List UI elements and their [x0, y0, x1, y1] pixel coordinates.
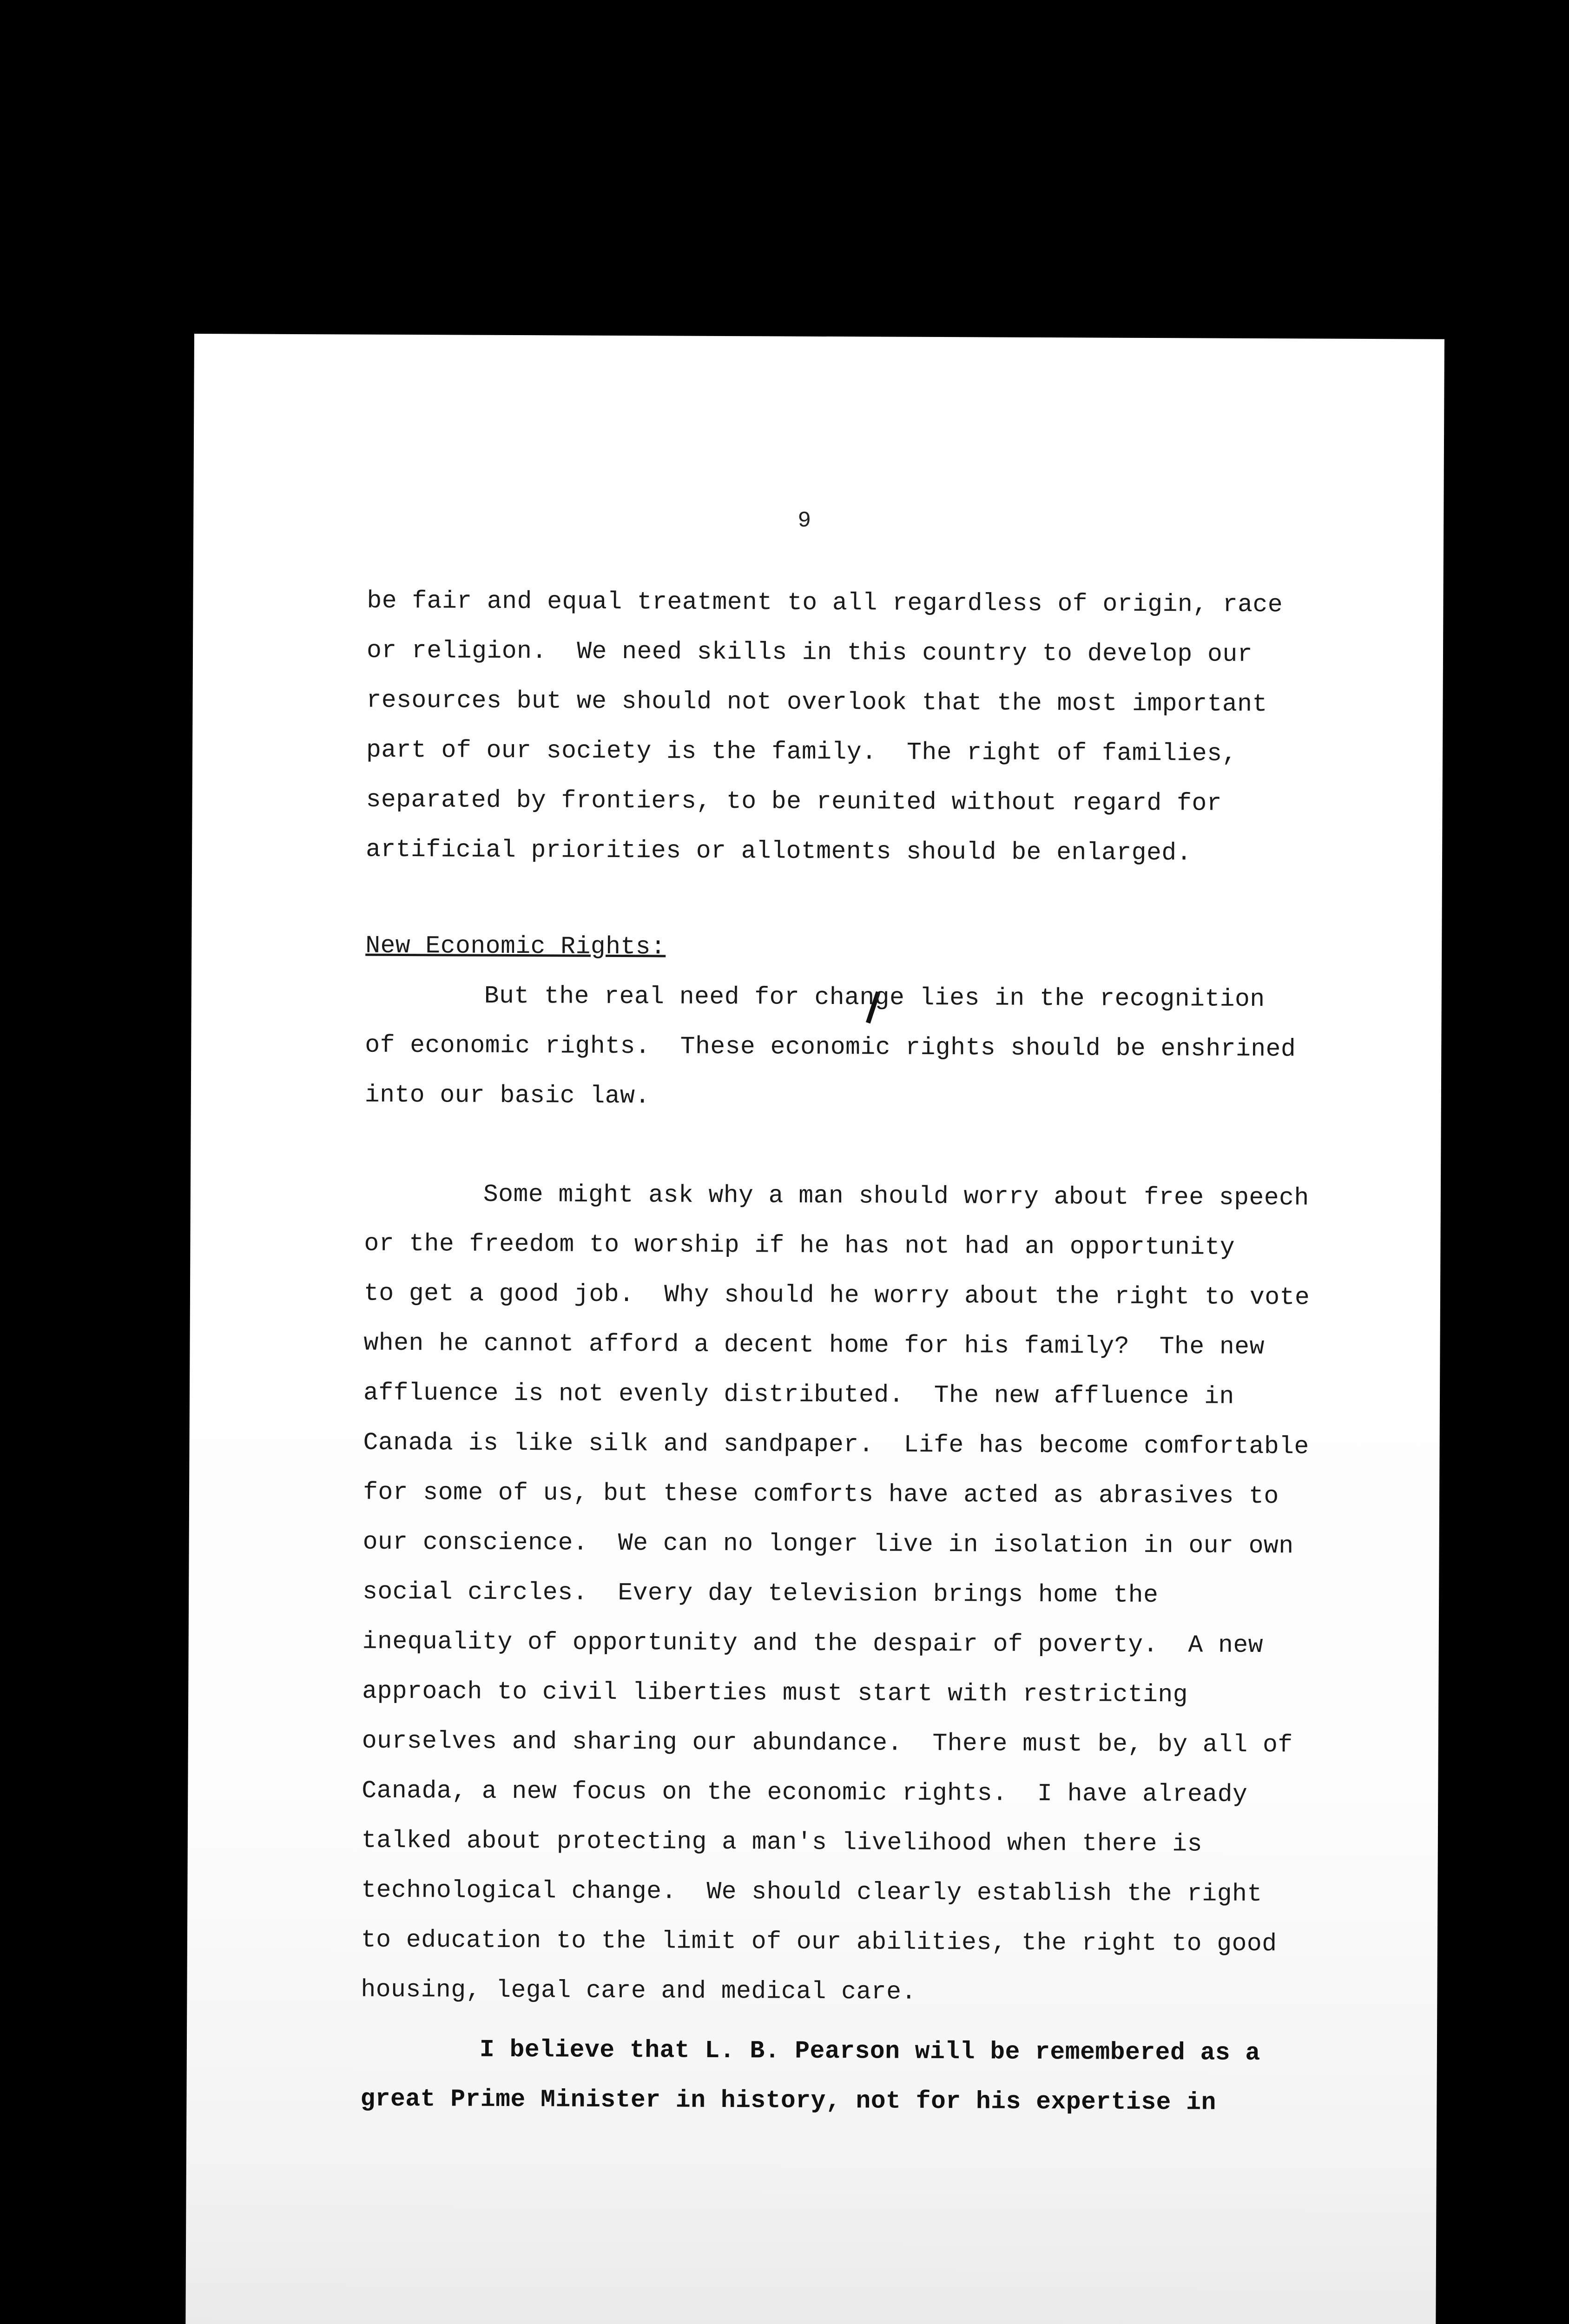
text-line: resources but we should not overlook that the most important — [366, 686, 1267, 719]
text-line: talked about protecting a man's livelihood when there is — [361, 1826, 1203, 1858]
text-line: Some might ask why a man should worry about free speech — [483, 1180, 1309, 1212]
paragraph-3 — [361, 1169, 1364, 2019]
text-line: inequality of opportunity and the despair of poverty. A new — [362, 1627, 1264, 1660]
text-line: into our basic law. — [364, 1081, 650, 1110]
text-line: Canada is like silk and sandpaper. Life has become comfortable — [363, 1428, 1309, 1461]
text-line: I believe that L. B. Pearson will be remembered as a — [479, 2035, 1260, 2067]
text-line: be fair and equal treatment to all regardless of origin, race — [367, 587, 1283, 619]
text-line: part of our society is the family. The right of families, — [366, 736, 1237, 768]
paragraph-4 — [360, 2025, 1360, 2128]
text-line: affluence is not evenly distributed. The new affluence in — [363, 1379, 1234, 1411]
text-line: for some of us, but these comforts have acted as abrasives to — [363, 1478, 1279, 1511]
document-page — [185, 334, 1444, 2324]
text-line: ourselves and sharing our abundance. There must be, by all of — [362, 1727, 1293, 1759]
page-number: 9 — [798, 508, 811, 534]
text-line: our conscience. We can no longer live in isolation in our own — [363, 1528, 1294, 1560]
text-line: to get a good job. Why should he worry about the right to vote — [363, 1279, 1310, 1312]
text-line: technological change. We should clearly establish the right — [361, 1876, 1262, 1908]
section-heading: New Economic Rights: — [365, 931, 666, 961]
paragraph-1 — [366, 576, 1366, 879]
text-line: of economic rights. These economic rights should be enshrined — [365, 1031, 1296, 1063]
text-line: But the real need for change lies in the recognition — [484, 982, 1265, 1014]
text-line: approach to civil liberties must start with restricting — [362, 1677, 1188, 1709]
text-line: to education to the limit of our abilities, the right to good — [361, 1926, 1277, 1958]
text-line: separated by frontiers, to be reunited without regard for — [366, 786, 1222, 818]
film-border — [0, 0, 1569, 325]
text-line: Canada, a new focus on the economic rights. I have already — [362, 1776, 1248, 1809]
text-line: artificial priorities or allotments should be enlarged. — [366, 835, 1192, 867]
text-line: great Prime Minister in history, not for his expertise in — [360, 2085, 1216, 2117]
text-line: housing, legal care and medical care. — [361, 1975, 916, 2006]
paragraph-2 — [365, 971, 1365, 1124]
text-line: when he cannot afford a decent home for his family? The new — [363, 1329, 1265, 1361]
text-line: or religion. We need skills in this country to develop our — [366, 636, 1253, 668]
text-line: social circles. Every day television brings home the — [363, 1578, 1159, 1610]
text-line: or the freedom to worship if he has not had an opportunity — [364, 1229, 1235, 1261]
